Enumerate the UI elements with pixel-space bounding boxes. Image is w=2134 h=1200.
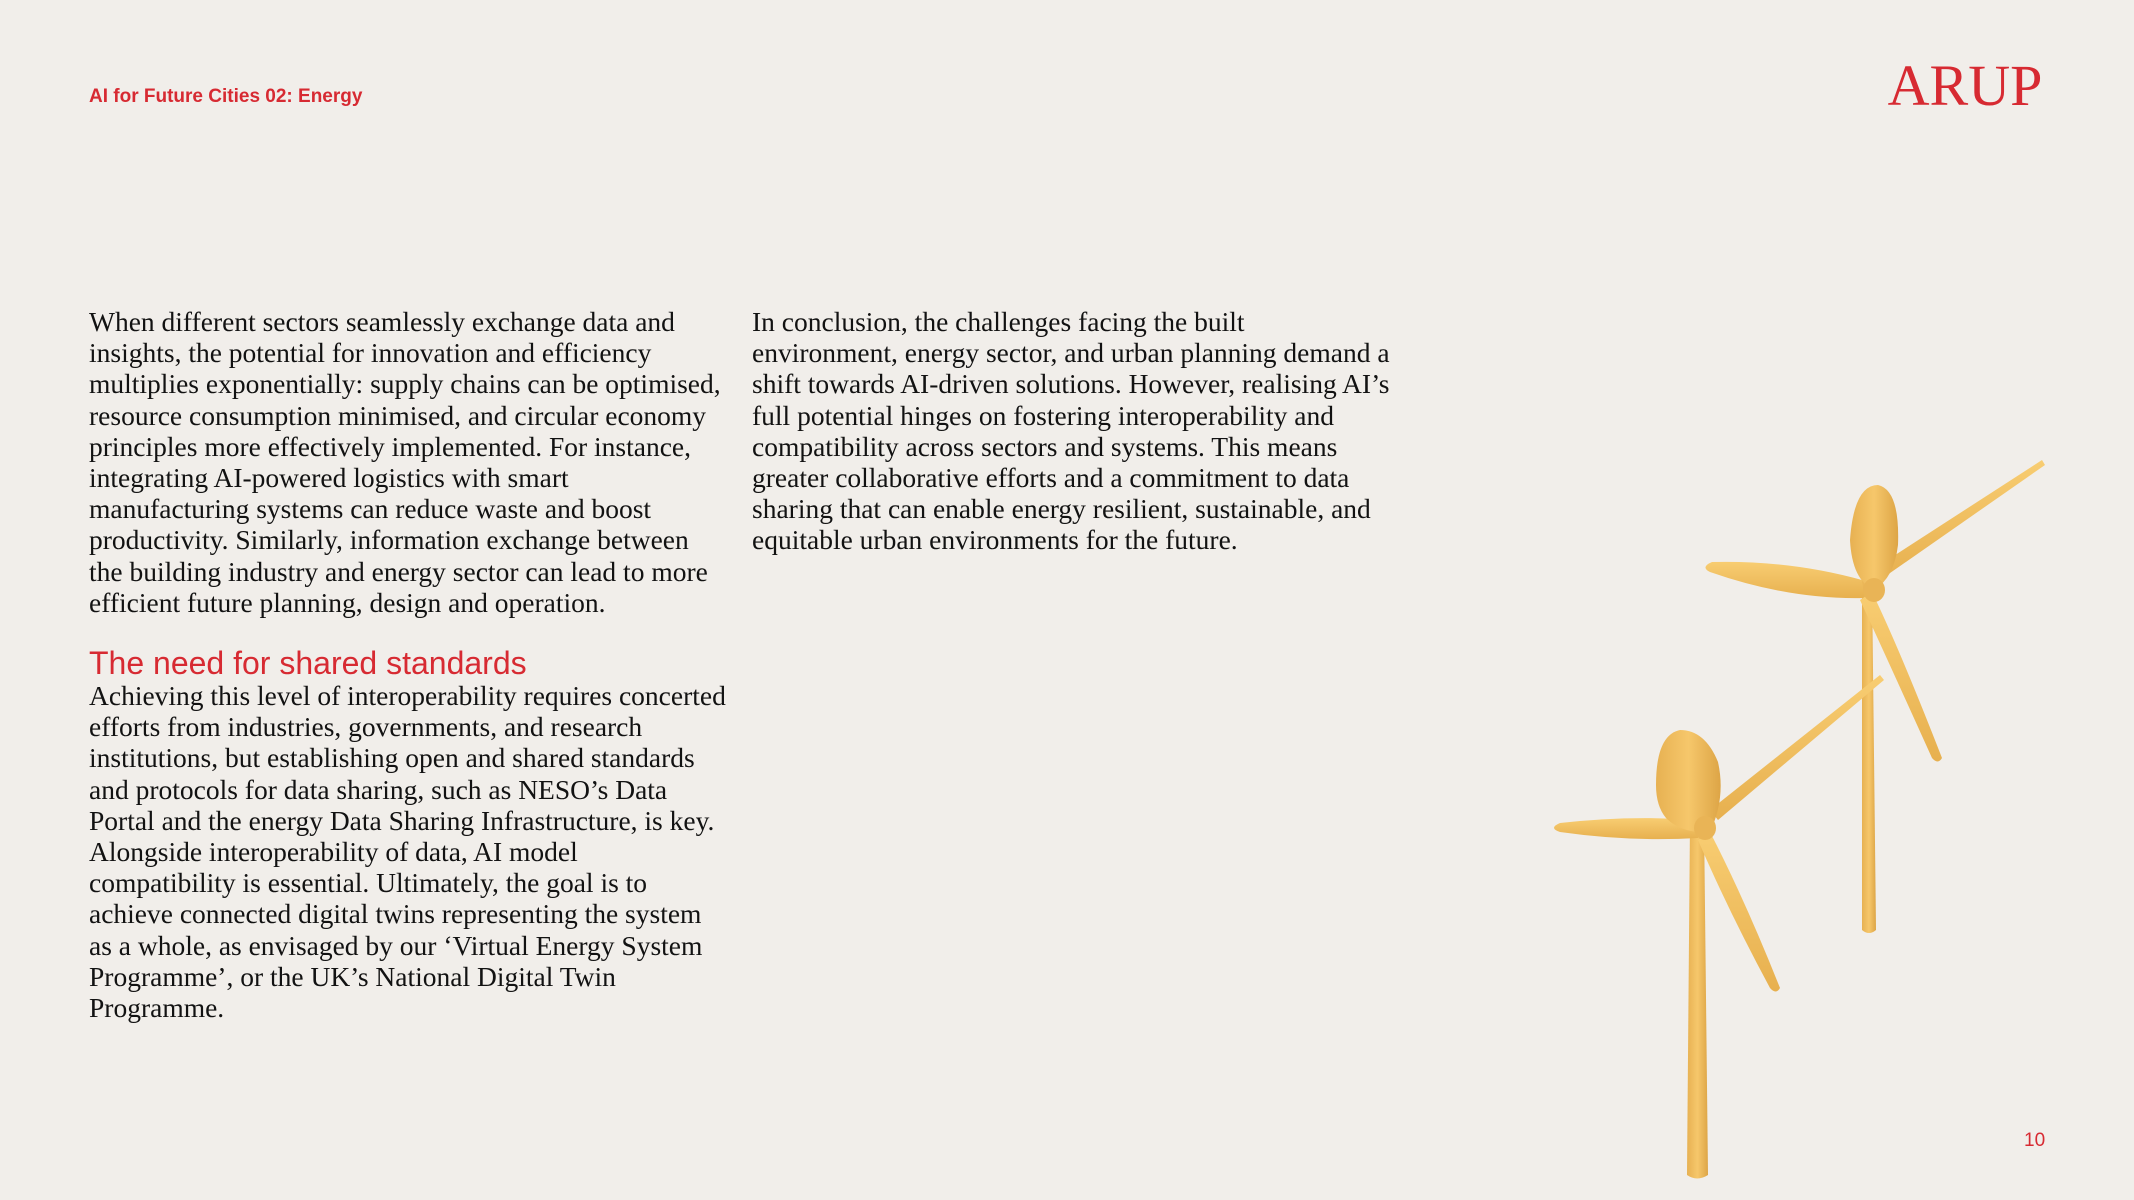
- wind-turbines-icon: [1460, 440, 2080, 1200]
- right-column: [752, 306, 1392, 556]
- conclusion-paragraph: In conclusion, the challenges facing the built environment, energy sector, and urban planning demand a shift towards AI-driven solutions. However, realising AI’s full potential hinges on fostering interoperability and compatibility across sectors and systems. This means greater collaborative efforts and a commitment to data sharing that can enable energy resilient, sustainable, and equitable urban environments for the future.: [752, 306, 1390, 556]
- turbine-back: [1705, 460, 2045, 933]
- left-column: [89, 306, 729, 1023]
- arup-logo: [1880, 52, 2050, 114]
- arup-logo-mark: [1880, 52, 2050, 114]
- turbine-front: [1554, 675, 1884, 1179]
- wind-turbines-illustration: [1460, 440, 2080, 1200]
- section-heading: The need for shared standards: [89, 645, 527, 682]
- section-paragraph: Achieving this level of interoperability requires concerted efforts from industries, governments, and research institutions, but establishing open and shared standards and protocols for data sharing, such as NESO’s Data Portal and the energy Data Sharing Infrastructure, is key. Alongside interoperability of data, AI model compatibility is essential. Ultimately, the goal is to achieve connected digital twins representing the system as a whole, as envisaged by our ‘Virtual Energy System Programme’, or the UK’s National Digital Twin Programme.: [89, 680, 726, 1024]
- document-title: AI for Future Cities 02: Energy: [89, 86, 363, 107]
- intro-paragraph: When different sectors seamlessly exchange data and insights, the potential for innovation and efficiency multiplies exponentially: supply chains can be optimised, resource consumption minimised, and circular economy principles more effectively implemented. For instance, integrating AI-powered logistics with smart manufacturing systems can reduce waste and boost productivity. Similarly, information exchange between the building industry and energy sector can lead to more efficient future planning, design and operation.: [89, 306, 721, 618]
- arup-logo-text: ARUP: [1887, 53, 2043, 114]
- page-number: 10: [2024, 1130, 2046, 1151]
